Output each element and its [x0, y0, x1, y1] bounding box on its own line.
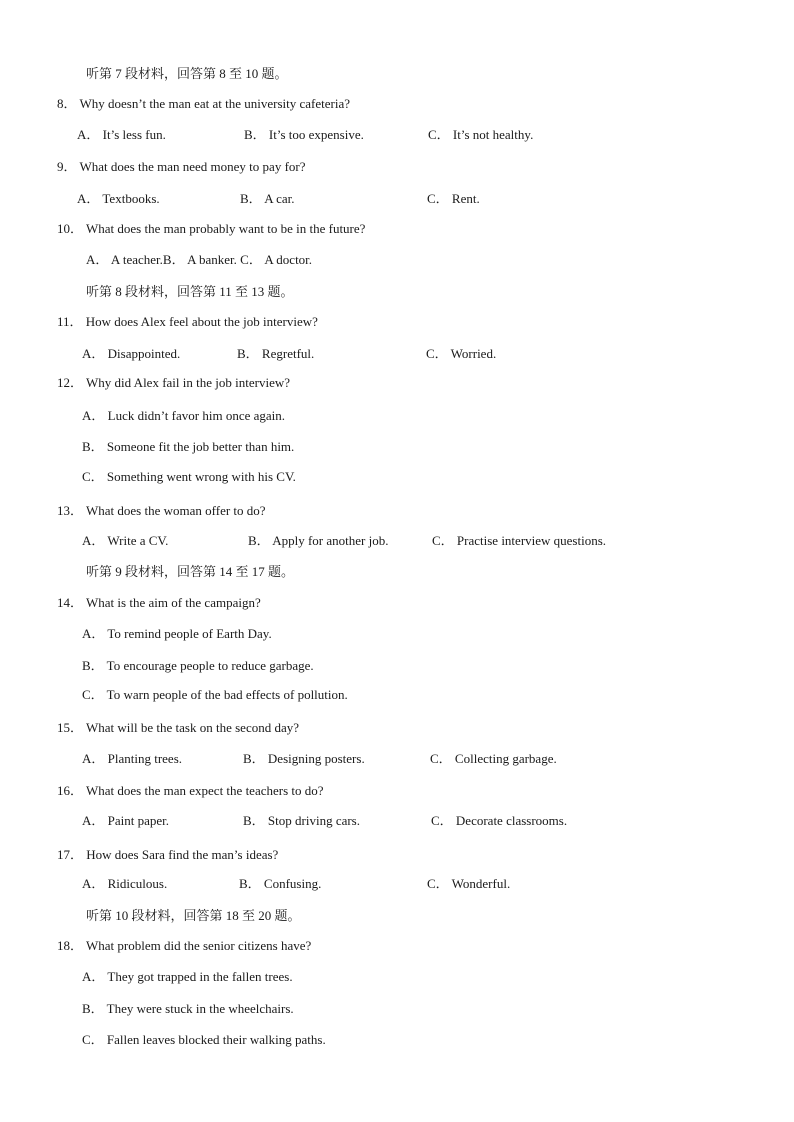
option-8a: A． It’s less fun. [77, 127, 166, 142]
option-13b: B． Apply for another job. [248, 533, 389, 548]
option-9c: C． Rent. [427, 191, 480, 206]
question-15: 15． What will be the task on the second day? [57, 720, 300, 735]
option-15a: A． Planting trees. [82, 751, 183, 766]
option-15c: C． Collecting garbage. [430, 751, 557, 766]
question-16: 16． What does the man expect the teachers to do? [57, 783, 324, 798]
section-heading: 听第 7 段材料，回答第 8 至 10 题。 [86, 66, 288, 81]
section-heading: 听第 9 段材料，回答第 14 至 17 题。 [86, 564, 295, 579]
section-heading: 听第 10 段材料，回答第 18 至 20 题。 [86, 908, 301, 923]
option-14b: B． To encourage people to reduce garbage. [82, 658, 314, 673]
option-16a: A． Paint paper. [82, 813, 170, 828]
question-8: 8． Why doesn’t the man eat at the university cafeteria? [57, 96, 350, 111]
option-16c: C． Decorate classrooms. [431, 813, 568, 828]
option-17c: C． Wonderful. [427, 876, 511, 891]
question-17: 17． How does Sara find the man’s ideas? [57, 847, 279, 862]
option-17a: A． Ridiculous. [82, 876, 168, 891]
option-13c: C． Practise interview questions. [432, 533, 607, 548]
question-11: 11． How does Alex feel about the job interview? [57, 314, 318, 329]
option-12c: C． Something went wrong with his CV. [82, 469, 296, 484]
option-9a: A． Textbooks. [77, 191, 160, 206]
option-11b: B． Regretful. [237, 346, 315, 361]
option-14a: A． To remind people of Earth Day. [82, 626, 272, 641]
question-9: 9． What does the man need money to pay for? [57, 159, 306, 174]
option-12a: A． Luck didn’t favor him once again. [82, 408, 286, 423]
option-9b: B． A car. [240, 191, 295, 206]
options-10: A． A teacher.B． A banker. C． A doctor. [86, 252, 313, 267]
question-12: 12． Why did Alex fail in the job interview? [57, 375, 290, 390]
question-13: 13． What does the woman offer to do? [57, 503, 266, 518]
option-8c: C． It’s not healthy. [428, 127, 534, 142]
option-18a: A． They got trapped in the fallen trees. [82, 969, 293, 984]
option-15b: B． Designing posters. [243, 751, 365, 766]
section-heading: 听第 8 段材料，回答第 11 至 13 题。 [86, 284, 294, 299]
option-14c: C． To warn people of the bad effects of pollution. [82, 687, 348, 702]
option-18c: C． Fallen leaves blocked their walking paths. [82, 1032, 326, 1047]
option-13a: A． Write a CV. [82, 533, 169, 548]
question-18: 18． What problem did the senior citizens have? [57, 938, 312, 953]
option-8b: B． It’s too expensive. [244, 127, 364, 142]
option-16b: B． Stop driving cars. [243, 813, 360, 828]
option-17b: B． Confusing. [239, 876, 322, 891]
option-12b: B． Someone fit the job better than him. [82, 439, 295, 454]
question-10: 10． What does the man probably want to be in the future? [57, 221, 366, 236]
option-11a: A． Disappointed. [82, 346, 181, 361]
option-11c: C． Worried. [426, 346, 497, 361]
question-14: 14． What is the aim of the campaign? [57, 595, 261, 610]
option-18b: B． They were stuck in the wheelchairs. [82, 1001, 294, 1016]
